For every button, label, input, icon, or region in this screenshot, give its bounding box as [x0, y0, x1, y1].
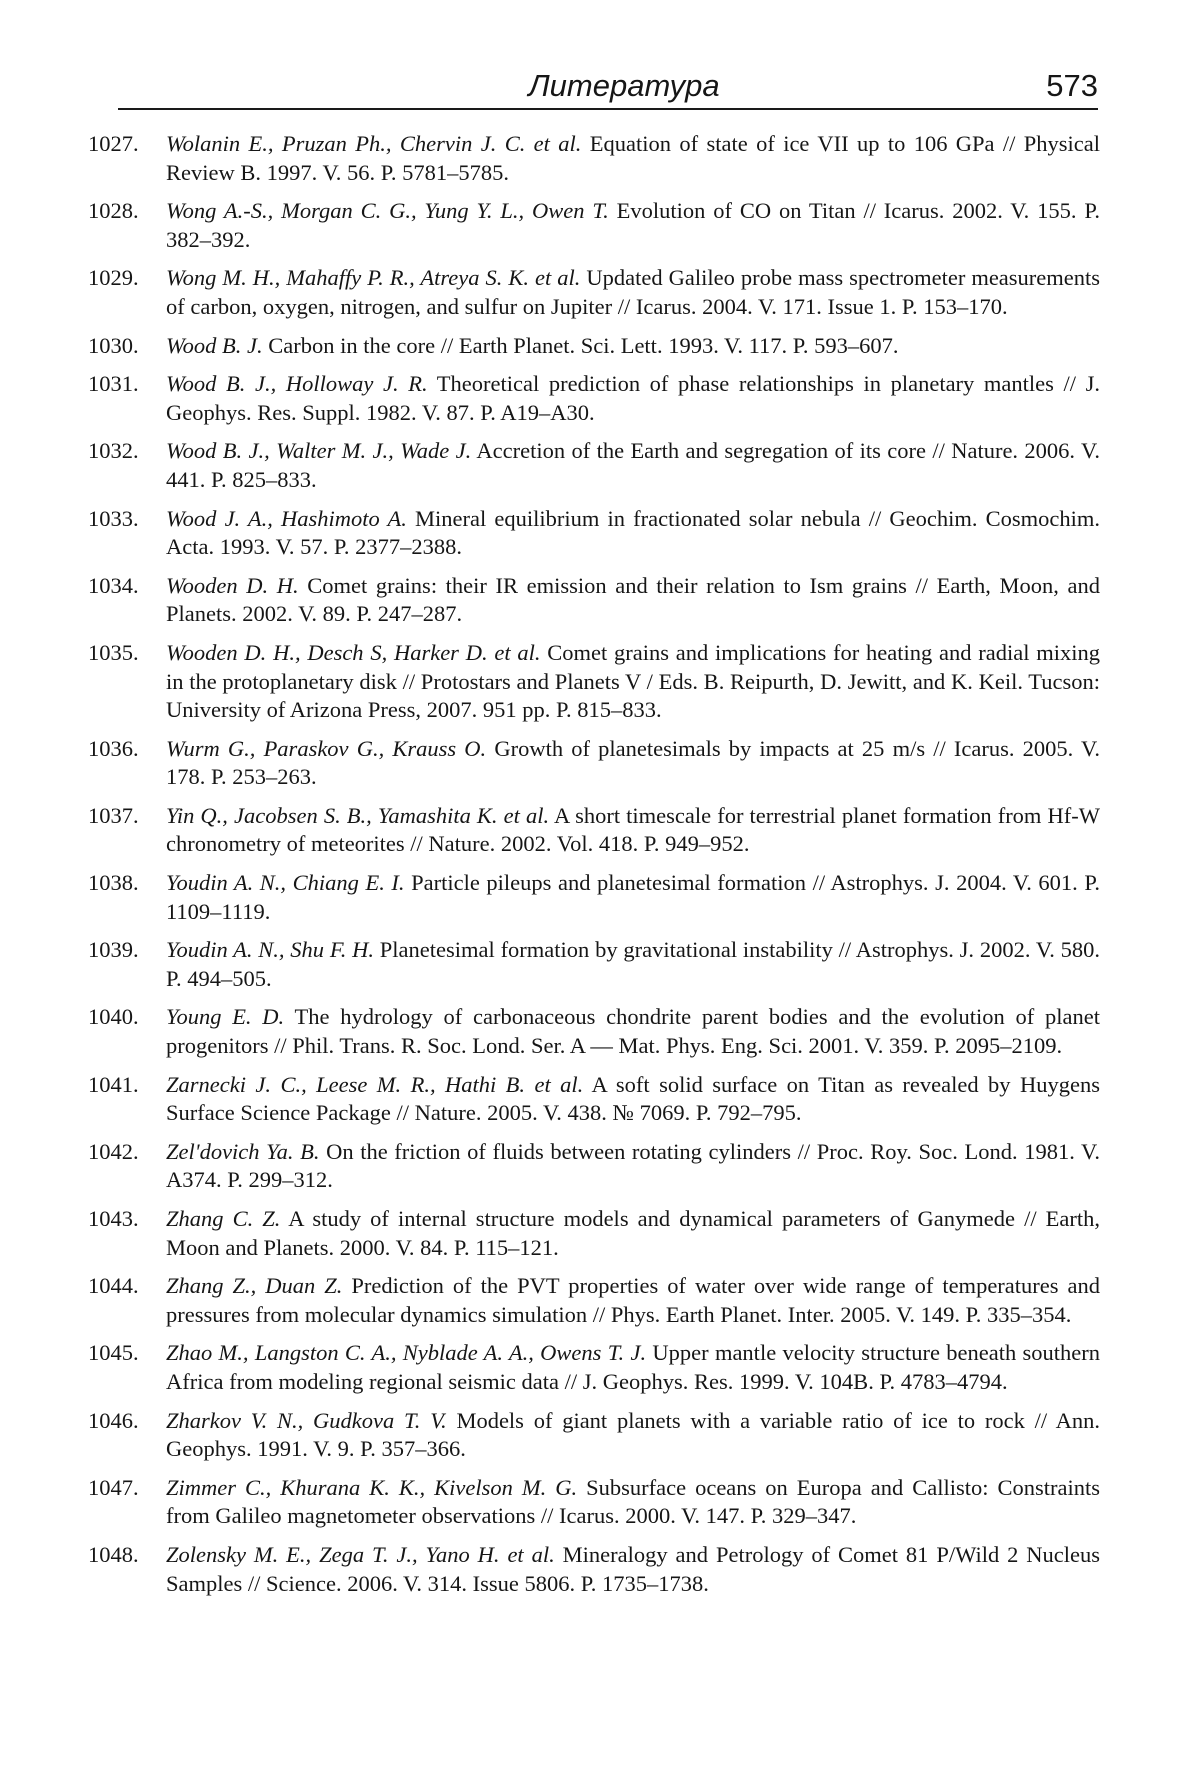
header-rule	[118, 108, 1098, 110]
reference-item	[88, 1407, 1100, 1464]
reference-authors: Wooden D. H.	[166, 572, 299, 598]
reference-text: Mineral equilibrium in fractionated solar nebula // Geochim. Cosmochim. Acta. 1993. V. 57. P. 2377–2388.	[166, 505, 1100, 560]
reference-number: 1043.	[88, 1206, 139, 1231]
reference-item	[88, 1138, 1100, 1195]
reference-text: Updated Galileo probe mass spectrometer measurements of carbon, oxygen, nitrogen, and sulfur on Jupiter // Icarus. 2004. V. 171. Issue 1. P. 153–170.	[166, 265, 1101, 319]
reference-number: 1039.	[88, 937, 139, 963]
reference-authors: Wooden D. H., Desch S, Harker D. et al.	[166, 639, 541, 665]
reference-text: Subsurface oceans on Europa and Callisto: Constraints from Galileo magnetometer observations // Icarus. 2000. V. 147. P. 329–347.	[166, 1474, 1100, 1529]
reference-authors: Youdin A. N., Chiang E. I.	[166, 870, 405, 896]
reference-number: 1041.	[88, 1071, 139, 1097]
reference-text: Accretion of the Earth and segregation of its core // Nature. 2006. V. 441. P. 825–833.	[166, 438, 1101, 492]
reference-authors: Yin Q., Jacobsen S. B., Yamashita K. et al.	[166, 802, 550, 828]
reference-authors: Zolensky M. E., Zega T. J., Yano H. et al.	[166, 1541, 555, 1567]
reference-item	[88, 1339, 1100, 1396]
reference-item	[88, 1474, 1100, 1531]
reference-text: Growth of planetesimals by impacts at 25 m/s // Icarus. 2005. V. 178. P. 253–263.	[166, 735, 1100, 790]
reference-number: 1047.	[88, 1474, 139, 1500]
reference-number: 1046.	[88, 1407, 139, 1433]
reference-item	[88, 332, 1100, 361]
reference-item	[88, 197, 1100, 254]
reference-number: 1040.	[88, 1004, 139, 1030]
reference-number: 1044.	[88, 1273, 139, 1299]
reference-item	[88, 505, 1100, 562]
reference-number: 1042.	[88, 1138, 139, 1164]
reference-authors: Zhang C. Z.	[166, 1206, 281, 1231]
reference-number: 1036.	[88, 735, 139, 761]
reference-authors: Wood B. J.	[166, 332, 263, 358]
reference-text: On the friction of fluids between rotating cylinders // Proc. Roy. Soc. Lond. 1981. V. A374. P. 299–312.	[166, 1138, 1101, 1193]
reference-item	[88, 572, 1100, 629]
reference-text: Upper mantle velocity structure beneath southern Africa from modeling regional seismic data // J. Geophys. Res. 1999. V. 104B. P. 4783–4794.	[166, 1340, 1101, 1394]
reference-number: 1029.	[88, 265, 139, 291]
reference-item	[88, 264, 1100, 321]
reference-text: A soft solid surface on Titan as revealed by Huygens Surface Science Package // Nature. 2005. V. 438. № 7069. P. 792–795.	[166, 1071, 1100, 1126]
reference-authors: Young E. D.	[166, 1004, 285, 1030]
reference-item	[88, 802, 1100, 859]
reference-item	[88, 1071, 1100, 1128]
reference-authors: Youdin A. N., Shu F. H.	[166, 937, 374, 963]
running-title: Литература	[528, 68, 720, 103]
reference-authors: Wolanin E., Pruzan Ph., Chervin J. C. et al.	[166, 131, 582, 156]
reference-number: 1048.	[88, 1541, 139, 1567]
reference-number: 1033.	[88, 505, 139, 531]
reference-item	[88, 1205, 1100, 1262]
reference-number: 1034.	[88, 572, 139, 598]
reference-authors: Wood B. J., Walter M. J., Wade J.	[166, 438, 472, 464]
reference-authors: Wong M. H., Mahaffy P. R., Atreya S. K. et al.	[166, 265, 581, 291]
reference-number: 1032.	[88, 438, 139, 464]
reference-authors: Zarnecki J. C., Leese M. R., Hathi B. et al.	[166, 1071, 584, 1097]
reference-text: Comet grains and implications for heating and radial mixing in the protoplanetary disk // Protostars and Planets V / Eds. B. Reipurth, D. Jewitt, and K. Keil. Tucson: University of Arizona Press, 2007. 951 pp. P. 815–833.	[166, 639, 1100, 723]
reference-authors: Wong A.-S., Morgan C. G., Yung Y. L., Owen T.	[166, 198, 609, 224]
page-number: 573	[1046, 68, 1098, 103]
reference-item	[88, 869, 1100, 926]
reference-item	[88, 936, 1100, 993]
reference-number: 1035.	[88, 639, 139, 665]
reference-text: A short timescale for terrestrial planet formation from Hf-W chronometry of meteorites // Nature. 2002. Vol. 418. P. 949–952.	[166, 802, 1100, 857]
reference-text: Carbon in the core // Earth Planet. Sci. Lett. 1993. V. 117. P. 593–607.	[268, 332, 899, 358]
reference-text: Planetesimal formation by gravitational instability // Astrophys. J. 2002. V. 580. P. 494–505.	[166, 937, 1101, 991]
reference-item	[88, 1541, 1100, 1598]
reference-item	[88, 437, 1100, 494]
reference-item	[88, 1272, 1100, 1329]
reference-authors: Zhao M., Langston C. A., Nyblade A. A., Owens T. J.	[166, 1340, 647, 1366]
reference-item	[88, 370, 1100, 427]
reference-text: Equation of state of ice VII up to 106 GPa // Physical Review B. 1997. V. 56. P. 5781–5785.	[166, 131, 1101, 185]
page-header	[150, 66, 1098, 108]
reference-number: 1030.	[88, 332, 139, 358]
reference-number: 1037.	[88, 802, 139, 828]
reference-text: Prediction of the PVT properties of water over wide range of temperatures and pressures from molecular dynamics simulation // Phys. Earth Planet. Inter. 2005. V. 149. P. 335–354.	[166, 1273, 1101, 1327]
reference-text: Mineralogy and Petrology of Comet 81 P/Wild 2 Nucleus Samples // Science. 2006. V. 314. Issue 5806. P. 1735–1738.	[166, 1541, 1101, 1596]
reference-authors: Zimmer C., Khurana K. K., Kivelson M. G.	[166, 1474, 578, 1500]
reference-list	[88, 130, 1100, 1608]
reference-item	[88, 1003, 1100, 1060]
reference-authors: Wood B. J., Holloway J. R.	[166, 371, 428, 397]
reference-authors: Zhang Z., Duan Z.	[166, 1273, 343, 1299]
reference-text: Evolution of CO on Titan // Icarus. 2002. V. 155. P. 382–392.	[166, 198, 1100, 252]
reference-authors: Wurm G., Paraskov G., Krauss O.	[166, 735, 487, 761]
reference-authors: Wood J. A., Hashimoto A.	[166, 505, 407, 531]
reference-item	[88, 130, 1100, 187]
reference-text: Comet grains: their IR emission and their relation to Ism grains // Earth, Moon, and Planets. 2002. V. 89. P. 247–287.	[166, 572, 1101, 627]
reference-number: 1031.	[88, 371, 139, 397]
reference-authors: Zharkov V. N., Gudkova T. V.	[166, 1407, 447, 1433]
reference-number: 1028.	[88, 198, 139, 224]
reference-text: Models of giant planets with a variable ratio of ice to rock // Ann. Geophys. 1991. V. 9. P. 357–366.	[166, 1407, 1100, 1462]
reference-number: 1045.	[88, 1340, 139, 1366]
reference-authors: Zel'dovich Ya. B.	[166, 1138, 320, 1164]
reference-item	[88, 735, 1100, 792]
reference-text: The hydrology of carbonaceous chondrite parent bodies and the evolution of planet progenitors // Phil. Trans. R. Soc. Lond. Ser. A — Mat. Phys. Eng. Sci. 2001. V. 359. P. 2095–2109.	[166, 1004, 1100, 1059]
reference-number: 1038.	[88, 870, 139, 896]
reference-number: 1027.	[88, 131, 139, 156]
reference-item	[88, 639, 1100, 725]
reference-text: Theoretical prediction of phase relationships in planetary mantles // J. Geophys. Res. Suppl. 1982. V. 87. P. A19–A30.	[166, 371, 1101, 425]
reference-text: A study of internal structure models and dynamical parameters of Ganymede // Earth, Moon and Planets. 2000. V. 84. P. 115–121.	[166, 1206, 1101, 1260]
reference-text: Particle pileups and planetesimal formation // Astrophys. J. 2004. V. 601. P. 1109–1119.	[166, 870, 1101, 924]
